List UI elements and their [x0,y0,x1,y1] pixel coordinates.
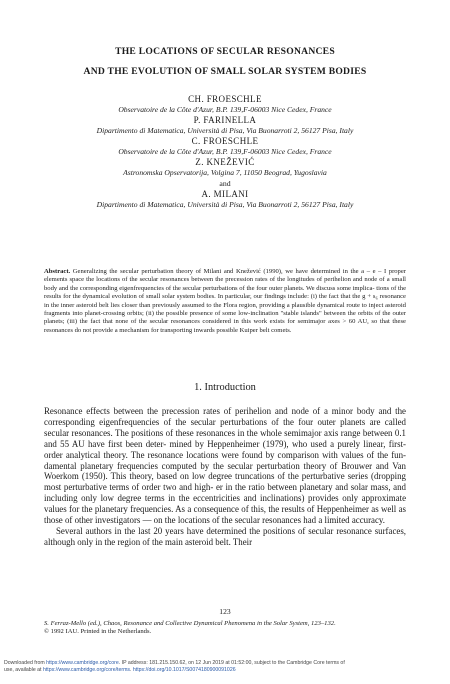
footer-text: Downloaded from [4,660,47,666]
body-line: in the whole semimajor axis range between 0.1 and 55 AU have first been deter- [44,427,406,449]
author-affiliation: Observatoire de la Côte d'Azur, B.P. 139,F-06003 Nice Cedex, France [118,105,332,114]
footer-line-1 [4,660,446,667]
author-name: Z. KNEŽEVIĆ [195,157,255,167]
abstract-line: a mechanism for transporting inwards possible Kuiper belt comets. [114,326,292,334]
and-separator: and [219,179,231,188]
author-affiliation: Dipartimento di Matematica, Università di Pisa, Via Buonarroti 2, 56127 Pisa, Italy [96,200,354,209]
abstract-line: determined in the a – e – I proper elements space the locations of the secular resonances between [44,268,406,284]
citation-block [44,620,414,636]
body-paragraph [44,406,406,526]
body-line: as well as those of other investigators — on the locations of the secular resonances [44,504,406,526]
body-line: Resonance effects between the precession rates of perihelion and node of a minor [44,406,353,416]
abstract-line: islands" between the orbits of the outer planets; (iii) the fact that none of the secular resonances [44,310,406,326]
cambridge-core-link[interactable]: https://www.cambridge.org/core [46,660,119,666]
abstract-line: the precession rates of the longitudes of perihelion and node of a small body and the corresponding [44,276,406,292]
page-number: 123 [219,607,231,616]
abstract [44,268,406,335]
author-name: CH. FROESCHLE [188,94,262,104]
body-text [44,406,406,548]
body-line: er in the ratio between planetary and solar mass, and including only low degree [44,482,406,504]
abstract-line: previously assumed to the Flora region, providing a plausible dynamical route to inject asteroid [152,301,406,309]
body-line: resonance surfaces, although only in the region of the main asteroid belt. Their [44,525,407,547]
doi-link[interactable]: https://doi.org/10.1017/S0074180900091026 [132,667,236,674]
body-line: of the perturbative series (dropping most perturbative terms of order two and high- [44,471,406,493]
body-line: body and the corresponding eigenfrequencies of the secular perturbations of the [44,406,406,427]
body-line: Brouwer and Van Woerkom (1950). This theory, based on low degree truncations [44,460,406,482]
author-name: A. MILANI [201,189,249,199]
author-name: C. FROESCHLE [191,136,259,146]
abstract-line: eigenfrequencies of the secular perturbations of the four outer planets. We discuss some implica- [119,284,375,292]
author-affiliation: Dipartimento di Matematica, Università di Pisa, Via Buonarroti 2, 56127 Pisa, Italy [96,126,354,135]
footer-text: . [130,667,133,674]
paper-title-line-2: AND THE EVOLUTION OF SMALL SOLAR SYSTEM BODIES [83,66,367,77]
body-paragraph [44,526,406,548]
body-line: mined by Heppenheimer (1979), who used a purely linear, first-order analytical [44,438,406,460]
body-line: four outer planets are called secular resonances. The positions of these resonances [44,416,406,438]
footer-line-2 [4,667,446,674]
copyright-line: © 1992 IAU. Printed in the Netherlands. [44,628,152,635]
body-line: the planetary frequencies. As a consequence of this, the results of Heppenheimer [81,504,369,515]
author-name: P. FARINELLA [193,115,257,125]
body-line: damental planetary frequencies computed by the secular perturbation theory of [44,460,338,471]
body-line: terms in the eccentricities and inclinations) provides only approximate values for [44,493,407,515]
section-heading: 1. Introduction [194,382,256,393]
abstract-line: fragments into planet-crossing orbits; (ii) the possible presence of some low-inclination "stable [44,310,299,318]
abstract-label: Abstract. [44,268,71,275]
abstract-line: tions of the results for the dynamical evolution of small solar system bodies. In particular, our [44,284,406,301]
download-footer [4,660,446,675]
body-line: had a limited accuracy. [303,515,386,526]
author-affiliation: Observatoire de la Côte d'Azur, B.P. 139,F-06003 Nice Cedex, France [118,147,332,156]
footer-text: use, available at [4,667,43,674]
body-line: theory. The resonance locations were found by comparison with values of the fun- [103,449,406,460]
author-affiliation: Astronomska Opservatorija, Volgina 7, 11050 Beograd, Yugoslavia [123,168,327,177]
author-block [40,94,410,210]
footer-text: . IP address: 181.215.150.62, on 12 Jun 2019 at 01:52:00, subject to the Cambridge Core terms of [118,660,345,666]
body-line: Several authors in the last 20 years have determined the positions of secular [56,525,334,536]
paper-title-line-1: THE LOCATIONS OF SECULAR RESONANCES [115,46,335,57]
abstract-line: considered in this work exists for semimajor axes > 60 AU, so that these resonances do not provide [44,318,406,334]
abstract-line: Generalizing the secular perturbation theory of Milani and Knežević (1990), we have [72,268,308,275]
citation-line: S. Ferraz-Mello (ed.), Chaos, Resonance and Collective Dynamical Phenomena in the Solar System, 123–132. [44,620,336,627]
terms-link[interactable]: https://www.cambridge.org/core/terms [42,667,131,674]
abstract-line: findings include: (i) the fact that the g + s₆ resonance in the inner asteroid belt lies closer than [44,293,406,309]
